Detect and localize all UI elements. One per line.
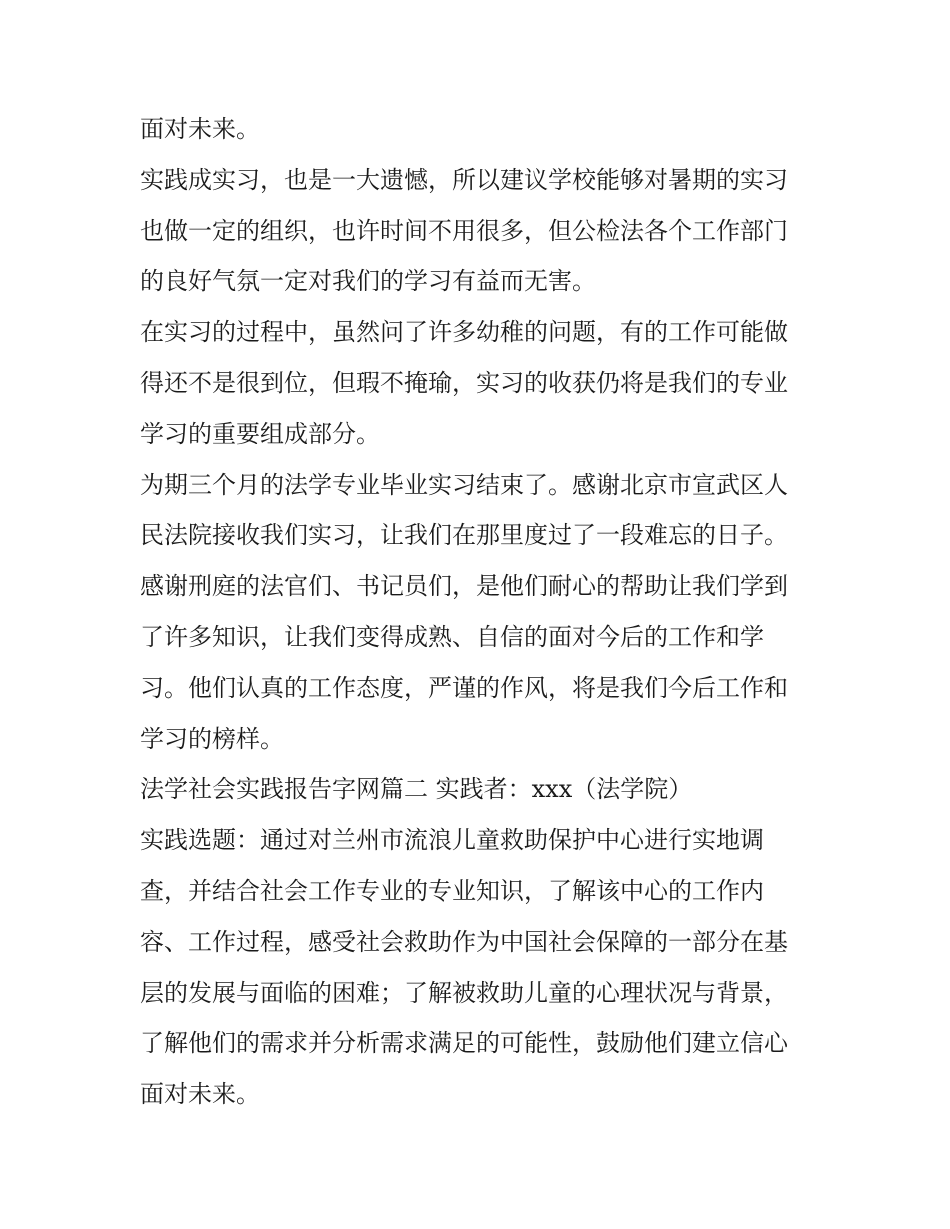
text-line: 学习的重要组成部分。 [140,419,380,448]
text-line: 查，并结合社会工作专业的专业知识，了解该中心的工作内 [140,876,764,905]
text-line: 习。他们认真的工作态度，严谨的作风，将是我们今后工作和 [140,673,788,702]
document-body [140,104,820,1120]
text-line: 的良好气氛一定对我们的学习有益而无害。 [140,267,596,296]
text-line: 实践选题：通过对兰州市流浪儿童救助保护中心进行实地调 [140,826,764,855]
text-line: 了解他们的需求并分析需求满足的可能性，鼓励他们建立信心 [140,1029,788,1058]
text-line: 层的发展与面临的困难；了解被救助儿童的心理状况与背景， [140,978,788,1007]
text-line: 容、工作过程，感受社会救助作为中国社会保障的一部分在基 [140,927,788,956]
text-line: 实践成实习，也是一大遗憾，所以建议学校能够对暑期的实习 [140,165,788,194]
text-line: 也做一定的组织，也许时间不用很多，但公检法各个工作部门 [140,216,788,245]
text-line: 在实习的过程中，虽然问了许多幼稚的问题，有的工作可能做 [140,318,788,347]
text-line: 面对未来。 [140,1080,260,1109]
text-line: 感谢刑庭的法官们、书记员们，是他们耐心的帮助让我们学到 [140,572,788,601]
section-heading-line: 法学社会实践报告字网篇二 实践者：xxx（法学院） [140,775,693,804]
text-line: 为期三个月的法学专业毕业实习结束了。感谢北京市宣武区人 [140,470,788,499]
text-line: 得还不是很到位，但瑕不掩瑜，实习的收获仍将是我们的专业 [140,368,788,397]
text-line: 面对未来。 [140,115,260,143]
text-line: 学习的榜样。 [140,724,284,753]
text-line: 民法院接收我们实习，让我们在那里度过了一段难忘的日子。 [140,521,788,550]
text-line: 了许多知识，让我们变得成熟、自信的面对今后的工作和学 [140,622,764,651]
